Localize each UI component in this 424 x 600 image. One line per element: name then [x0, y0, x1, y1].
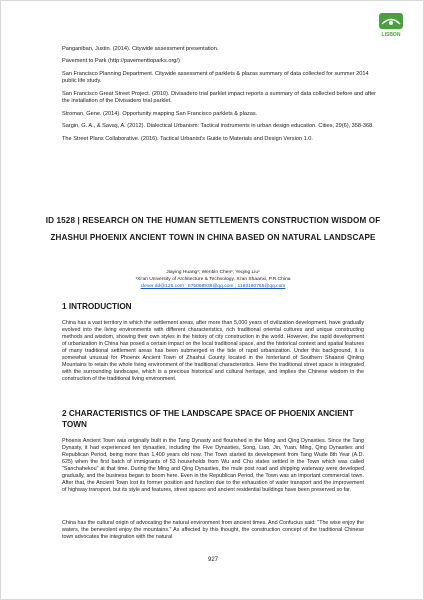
- reference-item: Pavement to Park (http://pavementtoparks.org/): [62, 58, 180, 65]
- page-number: 927: [207, 557, 218, 563]
- section-heading-introduction: 1 INTRODUCTION: [62, 302, 132, 311]
- reference-item: Stroman, Gene. (2014). Opportunity mapping San Francisco parklets & plazas.: [62, 110, 258, 117]
- reference-item: Panganiban, Justin. (2014). Citywide assessment presentation.: [62, 46, 219, 52]
- characteristics-paragraph-2: China has the cultural origin of advocating the natural environment from ancient times. And Confucius said: "The wise enjoy the waters, the benevolent enjoy the mountains." As affected by this thought, the construction concept of the traditional Chinese town advocates the integration with the natural: [62, 520, 364, 541]
- conference-logo: [367, 11, 415, 39]
- logo-text: LISBON: [381, 32, 401, 38]
- author-affiliation: ¹Xi'an University of Architecture & Technology, Xi'an Shaanxi, P.R.China: [135, 277, 291, 282]
- characteristics-paragraph-1: Phoenix Ancient Town was originally built in the Tang Dynasty and flourished in the Ming and Qing Dynasties. Since the Tang Dynasty, it had experienced ten dynasties, including the Five Dynasties, Song, Liao, Jin, Yuan, Ming, Qing Dynasties and Republican Period, being more than 1,400 years old now. The Town started its development from Tang Wude 8th Year (A.D. 625) when the first batch of immigrants of 53 households from Wu and Chu states settled in the Town which was called "Sanchahekou" at that time. During the Ming and Qing Dynasties, the mule post road and shipping waterway were developed gradually, and the business began to boom here. Even in the Republican Period, the Town was an important commercial town. After that, the Ancient Town lost its former position and function due to the exhaustion of water transport and the improvement of highway transport, but its style and features, street spaces and ancient residential buildings have been preserved so far.: [62, 438, 364, 494]
- author-names: Jiaying Huang¹; Wenbin Chen¹; Yeqing Liu¹: [166, 270, 260, 275]
- paper-title: ID 1528 | RESEARCH ON THE HUMAN SETTLEMENTS CONSTRUCTION WISDOM OF ZHASHUI PHOENIX ANCIENT TOWN IN CHINA BASED ON NATURAL LANDSCAPE: [45, 216, 381, 242]
- author-block: [41, 269, 385, 290]
- introduction-paragraph: China has a vast territory in which the settlement areas, after more than 5,000 years of civilization development, have gradually evolved into the living environments with different characteristics, rich traditional oriental cultures and unique constructing methods and wisdom, showing their own styles in the history of city construction in the world. However, the rapid development of urbanization in China has posed a certain impact on the local traditional space, and the historical context and spatial features of many traditional settlement areas has been submerged in the tide of rapid urbanization. Under this background, it is somewhat unusual for Phoenix Ancient Town of Zhashui County located in the hinterland of Southern Shaanxi Qinling Mountains to retain the whole living environment of the traditional characteristics. Here the traditional street space is integrated with the surrounding landscape, which is a precious historical and cultural heritage, and implies the Chinese wisdom in the construction of the traditional living environment.: [62, 320, 364, 383]
- logo-mark-icon: [379, 13, 403, 29]
- reference-list: [62, 46, 382, 148]
- author-emails-link[interactable]: clever.dd@126.com ; 675068936@qq.com ; 1193180765@qq.com: [140, 284, 286, 289]
- section-heading-characteristics: 2 CHARACTERISTICS OF THE LANDSCAPE SPACE OF PHOENIX ANCIENT TOWN: [62, 409, 354, 429]
- reference-item: Sargin, G. A., & Savaş, A. (2012). Dialectical Urbanism: Tactical instruments in urban design education. Cities, 29(6), 358-368.: [62, 123, 374, 130]
- reference-item: The Street Plans Collaborative. (2016). Tactical Urbanist's Guide to Materials and Design Version 1.0.: [62, 135, 313, 142]
- reference-item: San Francisco Planning Department. Citywide assessment of parklets & plazas summary of data collected for summer 2014 public life study.: [62, 70, 369, 85]
- reference-item: San Francisco Great Street Project. (2010). Divisadero trial parklet impact reports a summary of data collected before and after the installation of the Divisadero trial parklet.: [62, 90, 377, 105]
